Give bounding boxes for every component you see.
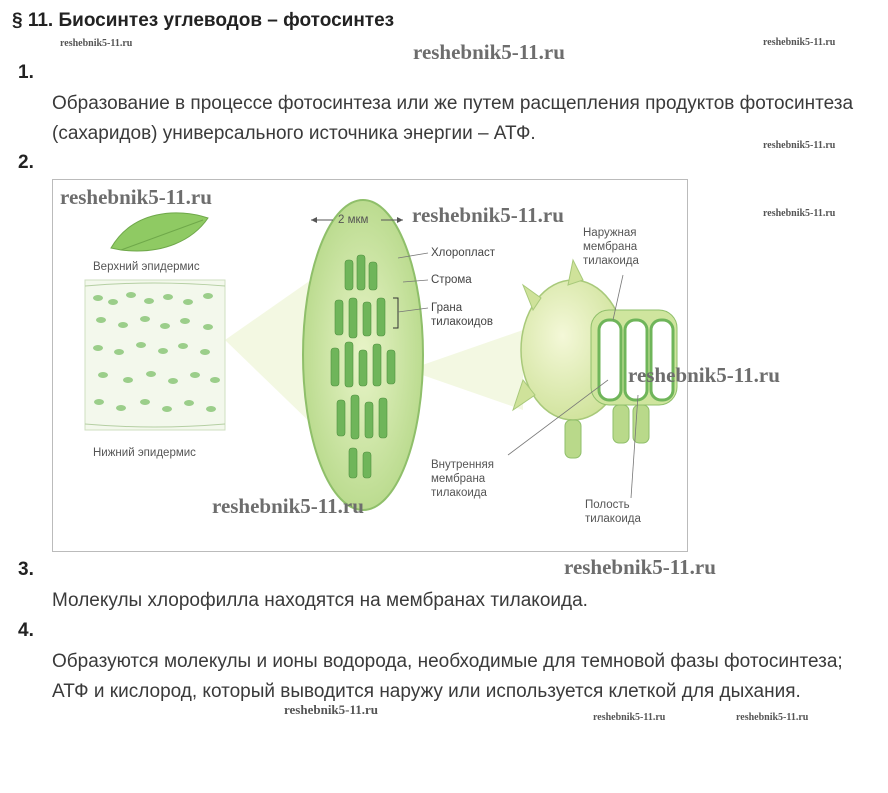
item-number-3: 3. xyxy=(18,559,34,580)
label-inner-membrane: Внутренняя мембрана тилакоида xyxy=(431,459,494,499)
label-cavity: Полость тилакоида xyxy=(585,499,641,525)
page-title: § 11. Биосинтез углеводов – фотосинтез xyxy=(12,10,395,31)
watermark: reshebnik5-11.ru xyxy=(413,40,565,64)
item-number-1: 1. xyxy=(18,62,34,83)
watermark: reshebnik5-11.ru xyxy=(60,185,212,209)
label-upper-epidermis: Верхний эпидермис xyxy=(93,261,200,273)
watermark: reshebnik5-11.ru xyxy=(593,712,666,723)
answer-3-text: Молекулы хлорофилла находятся на мембранах тилакоида. xyxy=(52,590,588,611)
leaf-cross-section xyxy=(85,280,225,430)
label-scale: 2 мкм xyxy=(338,214,369,226)
thylakoid-stack xyxy=(513,260,677,458)
watermark: reshebnik5-11.ru xyxy=(284,702,379,717)
label-grana: Грана тилакоидов xyxy=(431,302,493,328)
watermark: reshebnik5-11.ru xyxy=(564,555,716,579)
item-number-4: 4. xyxy=(18,620,34,641)
answer-4-text: Образуются молекулы и ионы водорода, необходимые для темновой фазы фотосинтеза; АТФ и кислород, который выводится наружу или используется клеткой для дыхания. xyxy=(52,651,843,702)
item-number-2: 2. xyxy=(18,152,34,173)
label-outer-membrane: Наружная мембрана тилакоида xyxy=(583,227,639,267)
photosynthesis-figure xyxy=(52,179,688,552)
answer-1-text: Образование в процессе фотосинтеза или же путем расщепления продуктов фотосинтеза (сахаридов) универсального источника энергии – АТФ. xyxy=(52,93,854,144)
label-chloroplast: Хлоропласт xyxy=(431,247,496,259)
watermark: reshebnik5-11.ru xyxy=(412,203,564,227)
watermark: reshebnik5-11.ru xyxy=(212,494,364,518)
watermark: reshebnik5-11.ru xyxy=(736,712,809,723)
chloroplast xyxy=(303,200,423,510)
watermark: reshebnik5-11.ru xyxy=(763,37,836,48)
watermark: reshebnik5-11.ru xyxy=(60,38,133,49)
label-lower-epidermis: Нижний эпидермис xyxy=(93,447,196,459)
watermark: reshebnik5-11.ru xyxy=(628,363,780,387)
leaf-icon xyxy=(111,213,208,251)
label-stroma: Строма xyxy=(431,274,472,286)
watermark: reshebnik5-11.ru xyxy=(763,208,836,219)
watermark: reshebnik5-11.ru xyxy=(763,140,836,151)
